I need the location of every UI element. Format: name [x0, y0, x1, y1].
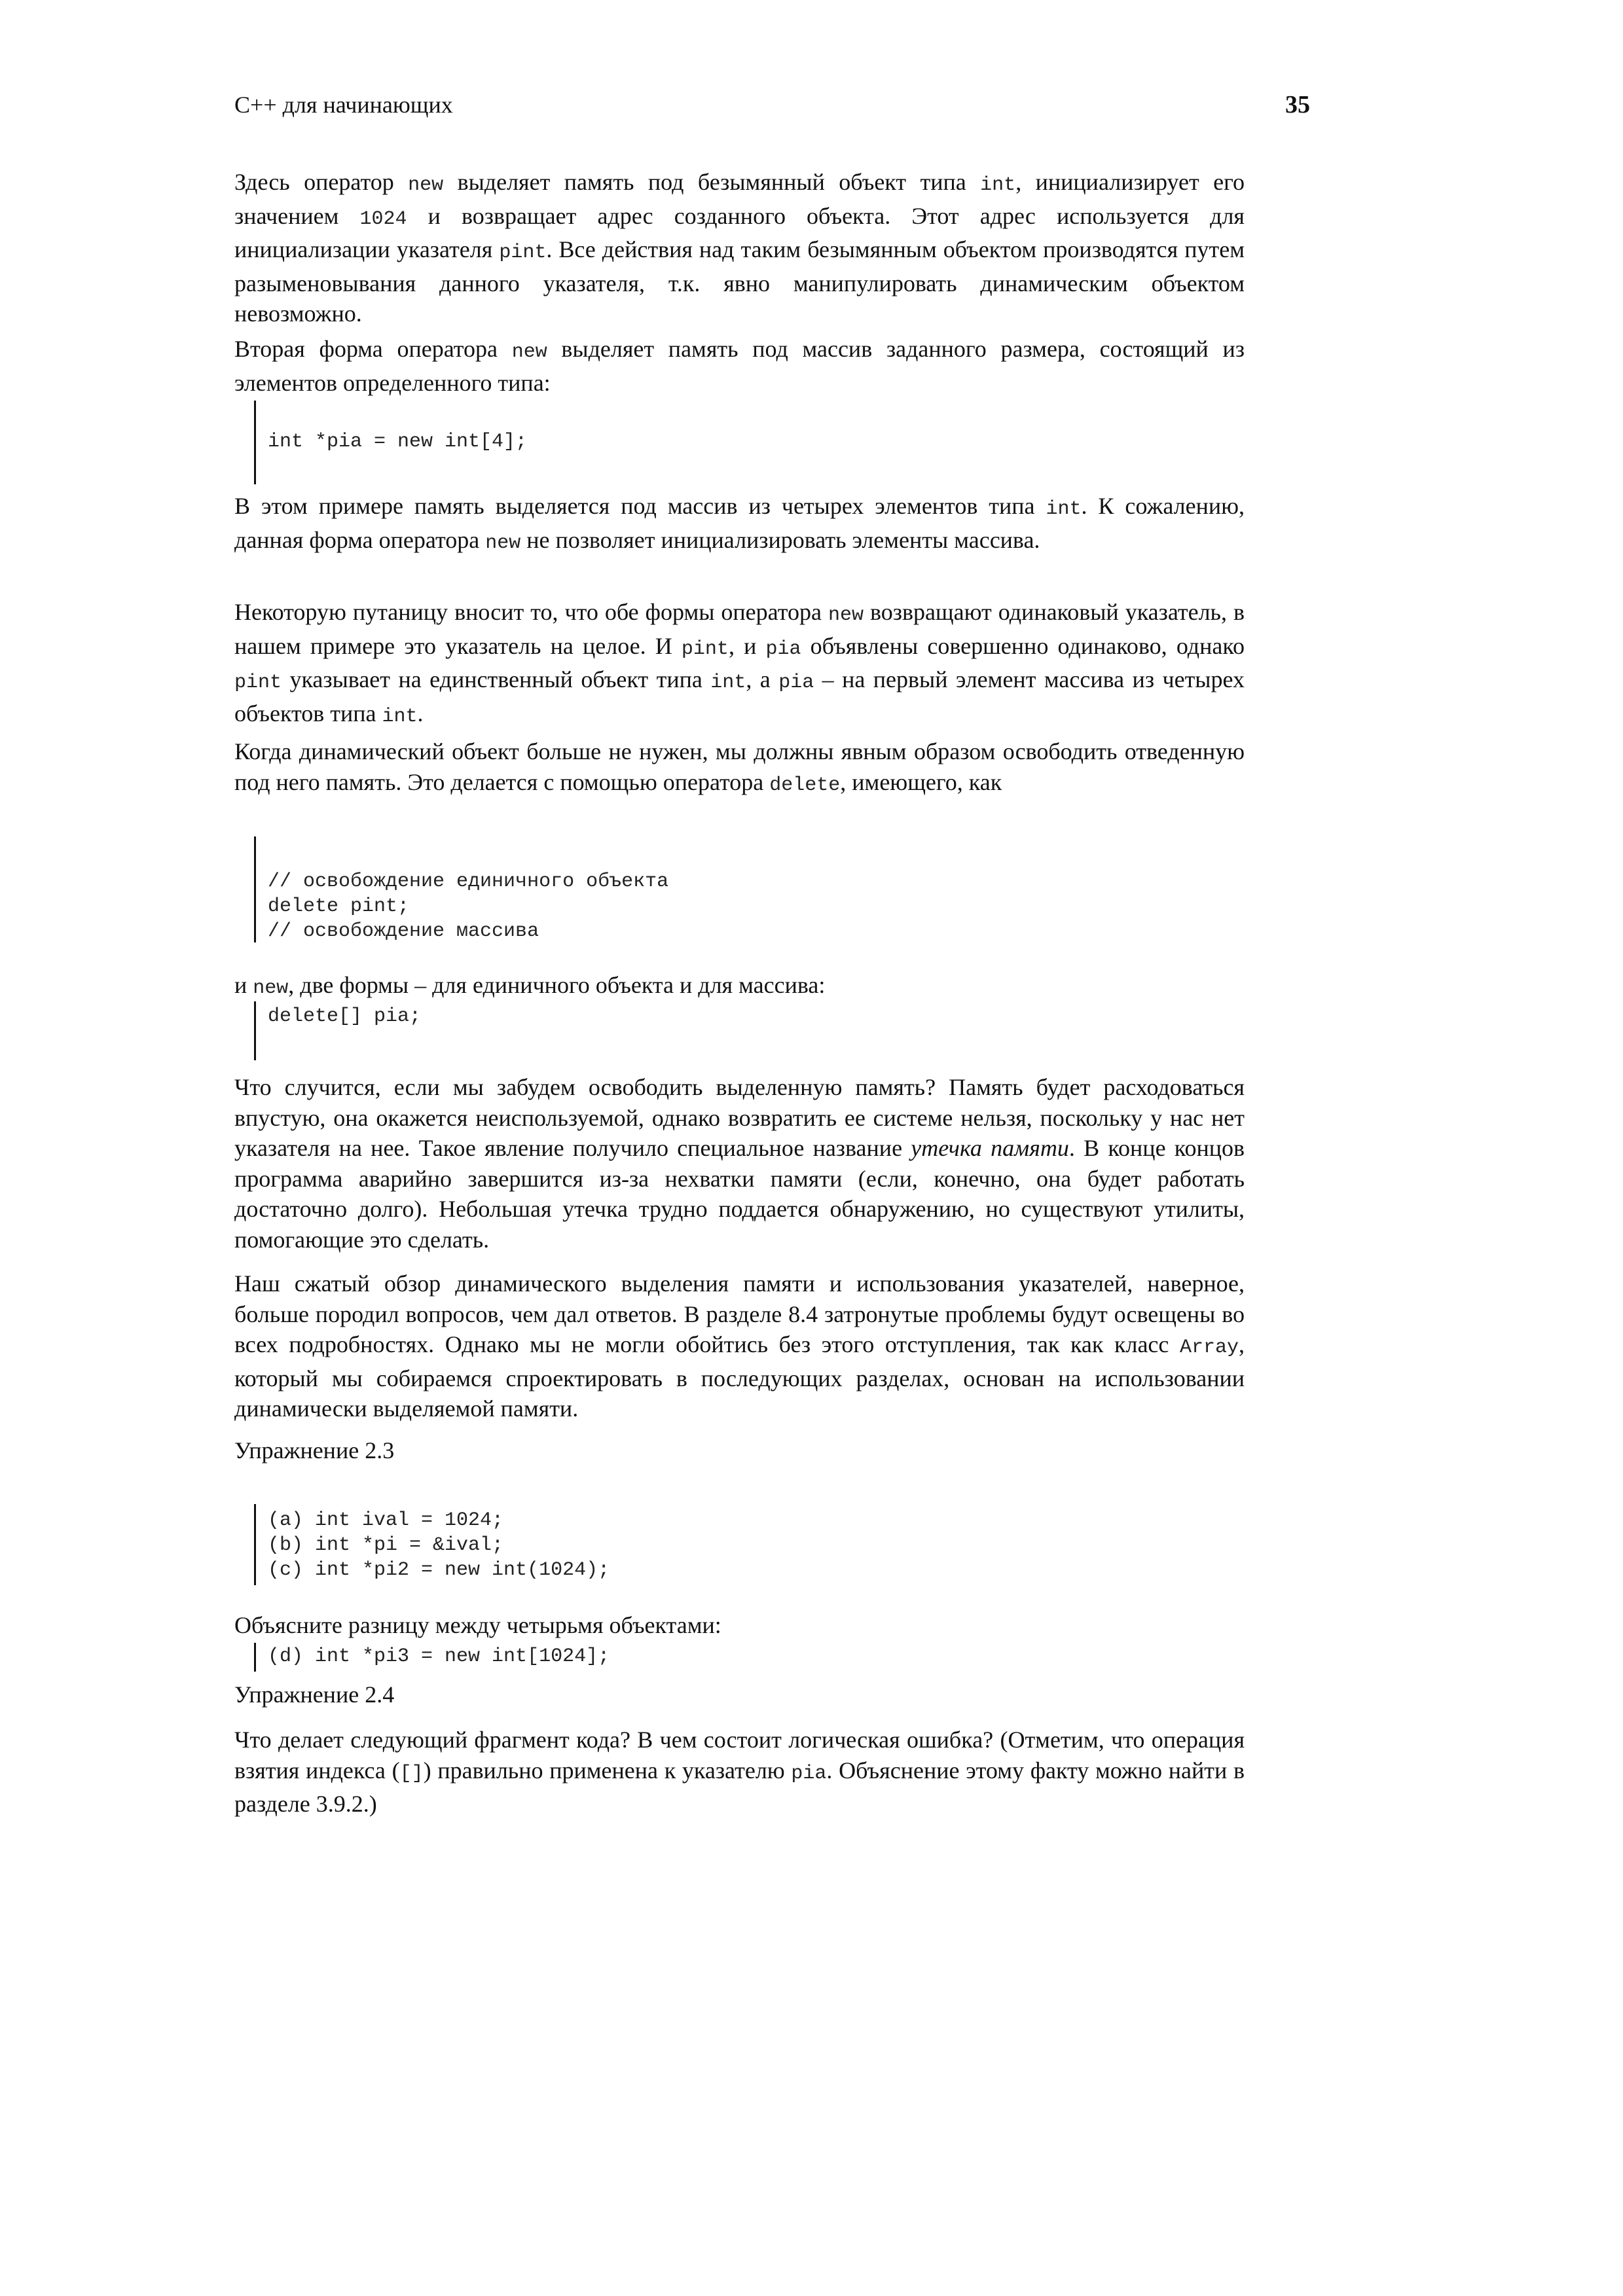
paragraph-4: Некоторую путаницу вносит то, что обе формы оператора new возвращают одинаковый указатель, в нашем примере это указатель на целое. И pint, и pia объявлены совершенно одинаково, однако pint указывает на единственный объект типа int, а pia – на первый элемент массива из четырех объектов типа int. — [234, 599, 1245, 728]
code-line: (c) int *pi2 = new int(1024); — [268, 1559, 610, 1581]
code-line: // освобождение массива — [268, 920, 539, 942]
code-block-3 — [254, 1001, 421, 1060]
code-line: (d) int *pi3 = new int[1024]; — [268, 1645, 610, 1668]
code-line: delete pint; — [268, 895, 410, 918]
code-block-2 — [254, 836, 668, 942]
page-number: 35 — [1285, 91, 1310, 118]
paragraph-10: Что делает следующий фрагмент кода? В чем состоит логическая ошибка? (Отметим, что операция взятия индекса ([]) правильно применена к указателю pia. Объяснение этому факту можно найти в разделе 3.9.2.) — [234, 1727, 1245, 1817]
exercise-2-4-heading: Упражнение 2.4 — [234, 1681, 395, 1708]
paragraph-6: и new, две формы – для единичного объекта и для массива: — [234, 972, 826, 999]
paragraph-1: Здесь оператор new выделяет память под безымянный объект типа int, инициализирует его значением 1024 и возвращает адрес созданного объекта. Этот адрес используется для инициализации указателя pint. Все действия над таким безымянным объектом производятся путем разыменовывания данного указателя, т.к. явно манипулировать динамическим объектом невозможно. — [234, 169, 1245, 327]
term-memory-leak: утечка памяти — [911, 1135, 1069, 1161]
running-title: C++ для начинающих — [234, 92, 453, 118]
exercise-2-3-heading: Упражнение 2.3 — [234, 1437, 395, 1463]
paragraph-7: Что случится, если мы забудем освободить выделенную память? Память будет расходоваться впустую, она окажется неиспользуемой, однако возвратить ее системе нельзя, поскольку у нас нет указателя на нее. Такое явление получило специальное название утечка памяти. В конце концов программа аварийно завершится из-за нехватки памяти (если, конечно, она будет работать достаточно долго). Небольшая утечка трудно поддается обнаружению, но существуют утилиты, помогающие это сделать. — [234, 1074, 1245, 1253]
paragraph-9: Объясните разницу между четырьмя объектами: — [234, 1612, 721, 1638]
paragraph-2: Вторая форма оператора new выделяет память под массив заданного размера, состоящий из элементов определенного типа: — [234, 336, 1245, 396]
page-header — [234, 90, 1310, 130]
paragraph-5: Когда динамический объект больше не нужен, мы должны явным образом освободить отведенную под него память. Это делается с помощью оператора delete, имеющего, как — [234, 738, 1245, 797]
code-line: (a) int ival = 1024; — [268, 1509, 504, 1532]
code-block-5 — [254, 1643, 610, 1672]
code-block-4 — [254, 1504, 610, 1585]
code-line: (b) int *pi = &ival; — [268, 1534, 504, 1556]
code-line: int *pia = new int[4]; — [268, 431, 528, 453]
paragraph-3: В этом примере память выделяется под массив из четырех элементов типа int. К сожалению, данная форма оператора new не позволяет инициализировать элементы массива. — [234, 493, 1245, 554]
code-block-1 — [254, 401, 527, 484]
code-line: // освобождение единичного объекта — [268, 870, 669, 893]
code-line: delete[] pia; — [268, 1005, 422, 1028]
paragraph-8: Наш сжатый обзор динамического выделения памяти и использования указателей, наверное, больше породил вопросов, чем дал ответов. В разделе 8.4 затронутые проблемы будут освещены во всех подробностях. Однако мы не могли обойтись без этого отступления, так как класс Array, который мы собираемся спроектировать в последующих разделах, основан на использовании динамически выделяемой памяти. — [234, 1270, 1245, 1422]
